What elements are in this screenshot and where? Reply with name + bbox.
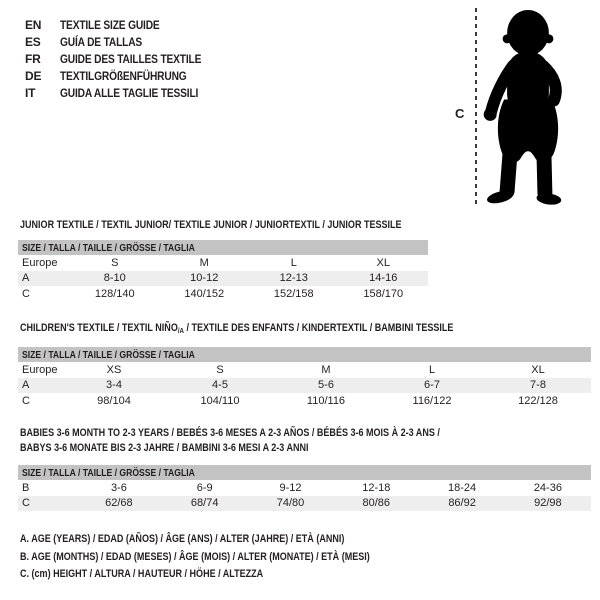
size-cell: 6-7 — [424, 379, 440, 392]
language-row — [25, 50, 226, 67]
table-row — [18, 393, 591, 409]
language-title: TEXTILGRÖßENFÜHRUNG — [60, 69, 187, 84]
language-title: GUÍA DE TALLAS — [60, 34, 143, 49]
children-table — [18, 347, 591, 409]
language-row — [25, 33, 226, 50]
size-cell: 128/140 — [94, 287, 135, 300]
column-header: M — [321, 363, 331, 376]
footnotes — [20, 531, 447, 584]
language-code: FR — [25, 51, 41, 66]
language-title-list — [25, 16, 226, 102]
size-cell: 80/86 — [362, 497, 391, 510]
size-header-bar: SIZE / TALLA / TAILLE / GRÖSSE / TAGLIA — [18, 240, 428, 255]
size-cell: 5-6 — [318, 379, 334, 392]
size-cell: 24-36 — [533, 481, 562, 494]
row-label: A — [22, 272, 30, 285]
size-cell: 10-12 — [190, 272, 219, 285]
size-cell: 68/74 — [190, 497, 219, 510]
column-header: M — [199, 256, 209, 269]
table-row — [18, 480, 591, 496]
region-label: Europe — [22, 256, 58, 269]
column-header: S — [111, 256, 119, 269]
height-measure-label: C — [455, 106, 465, 121]
babies-table — [18, 465, 591, 511]
size-cell: 92/98 — [534, 497, 562, 510]
row-label: A — [22, 379, 30, 392]
note-line: B. AGE (MONTHS) / EDAD (MESES) / ÂGE (MOIS) / ALTER (MONATE) / ETÀ (MESI) — [20, 550, 370, 563]
size-cell: 98/104 — [97, 394, 131, 407]
language-row — [25, 16, 226, 33]
language-title: GUIDA ALLE TAGLIE TESSILI — [60, 86, 199, 101]
table-row — [18, 496, 591, 512]
size-cell: 110/116 — [306, 394, 346, 407]
junior-table-title: JUNIOR TEXTILE / TEXTIL JUNIOR/ TEXTILE JUNIOR / JUNIORTEXTIL / JUNIOR TESSILE — [20, 219, 402, 231]
size-header-bar: SIZE / TALLA / TAILLE / GRÖSSE / TAGLIA — [18, 347, 591, 362]
row-label: B — [22, 481, 30, 494]
size-cell: 3-6 — [110, 481, 127, 494]
children-table-title: CHILDREN'S TEXTILE / TEXTIL NIÑO/A / TEXTILE DES ENFANTS / KINDERTEXTIL / BAMBINI TESSILE — [20, 322, 454, 335]
size-cell: 116/122 — [412, 394, 452, 407]
size-cell: 140/152 — [184, 287, 225, 300]
language-row — [25, 85, 226, 102]
junior-table — [18, 240, 428, 302]
table-row — [18, 271, 428, 287]
language-code: EN — [25, 17, 42, 32]
baby-silhouette-icon — [483, 8, 573, 207]
height-dashed-line — [475, 8, 477, 208]
size-header-bar: SIZE / TALLA / TAILLE / GRÖSSE / TAGLIA — [18, 465, 591, 480]
size-cell: 86/92 — [448, 497, 476, 510]
size-cell: 12-18 — [362, 481, 391, 494]
size-cell: 62/68 — [105, 497, 133, 510]
size-cell: 7-8 — [530, 379, 546, 392]
size-cell: 122/128 — [518, 394, 558, 407]
row-label: C — [22, 497, 30, 510]
table-row — [18, 286, 428, 302]
column-header: XL — [531, 363, 545, 376]
size-cell: 158/170 — [363, 287, 404, 300]
subscript-text: /A — [177, 326, 184, 335]
size-cell: 8-10 — [103, 272, 126, 285]
column-header: XL — [376, 256, 390, 269]
row-label: C — [22, 287, 30, 300]
column-header: L — [290, 256, 297, 269]
column-header: L — [428, 363, 436, 376]
note-line: A. AGE (YEARS) / EDAD (AÑOS) / ÂGE (ANS) / ALTER (JAHRE) / ETÀ (ANNI) — [20, 533, 345, 545]
size-cell: 104/110 — [200, 394, 240, 407]
language-title: TEXTILE SIZE GUIDE — [60, 17, 160, 32]
size-cell: 18-24 — [448, 481, 477, 494]
size-cell: 6-9 — [196, 481, 213, 494]
language-code: ES — [25, 34, 41, 49]
size-cell: 4-5 — [212, 379, 228, 392]
row-label: C — [22, 394, 30, 407]
column-header: XS — [106, 363, 122, 376]
language-code: IT — [25, 86, 36, 101]
language-code: DE — [25, 69, 42, 84]
language-row — [25, 68, 226, 85]
table-row — [18, 378, 591, 394]
size-cell: 14-16 — [369, 272, 398, 285]
size-cell: 12-13 — [279, 272, 308, 285]
column-header: S — [216, 363, 224, 376]
column-header-row — [18, 362, 591, 378]
size-cell: 9-12 — [279, 481, 302, 494]
note-line: C. (cm) HEIGHT / ALTURA / HAUTEUR / HÖHE / ALTEZZA — [20, 568, 264, 580]
region-label: Europe — [22, 363, 58, 376]
column-header-row — [18, 255, 428, 271]
size-cell: 152/158 — [273, 287, 314, 300]
babies-table-title: BABIES 3-6 MONTH TO 2-3 YEARS / BEBÉS 3-6 MESES A 2-3 AÑOS / BÉBÉS 3-6 MOIS À 2-3 ANS / BABYS 3-6 MONATE BIS 2-3 JAHRE / BAMBINI 3-6 MESI A 2-3 ANNI — [20, 427, 440, 454]
language-title: GUIDE DES TAILLES TEXTILE — [60, 51, 202, 66]
size-cell: 74/80 — [276, 497, 305, 510]
size-cell: 3-4 — [106, 379, 122, 392]
